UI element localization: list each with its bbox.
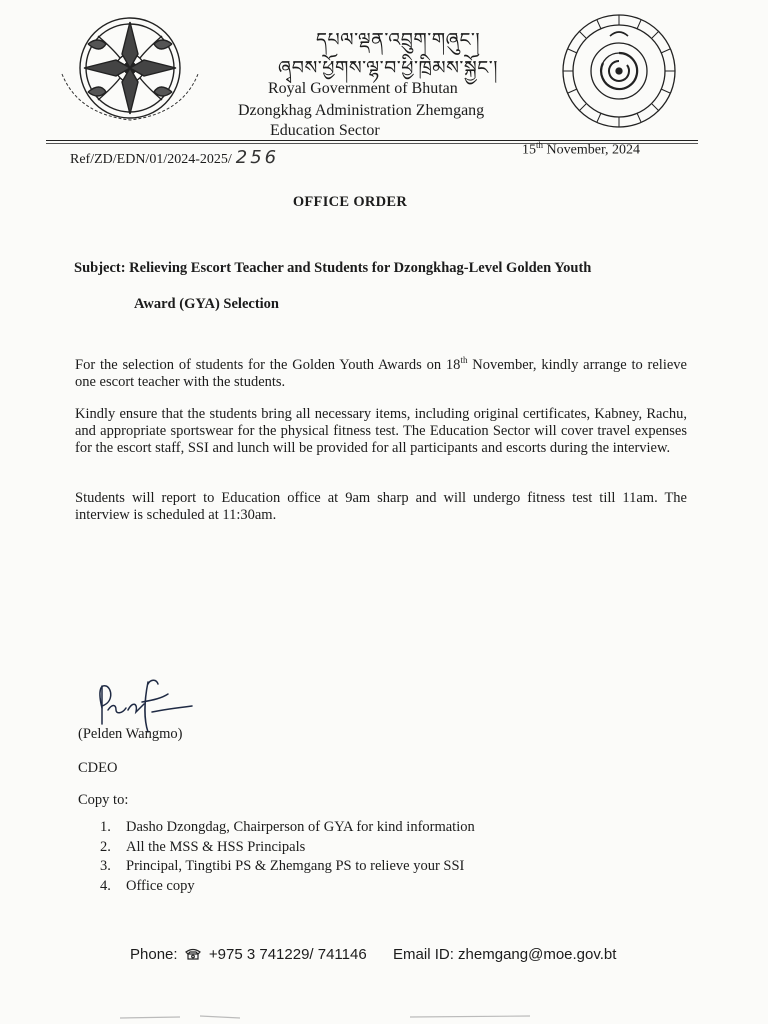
date-rest: November, 2024 [543, 142, 641, 158]
date-suffix: th [536, 140, 544, 150]
org-name-line1: Royal Government of Bhutan [268, 80, 458, 97]
subject-line1: Subject: Relieving Escort Teacher and Students for Dzongkhag-Level Golden Youth [74, 260, 592, 276]
org-name-line2: Dzongkhag Administration Zhemgang [238, 102, 485, 119]
list-item-text: Office copy [126, 877, 195, 894]
education-emblem-icon [560, 12, 678, 130]
date-day: 15 [522, 142, 536, 158]
signer-designation: CDEO [78, 760, 118, 776]
footer-contact [130, 946, 616, 963]
tibetan-heading-line2: ཞྭབས་ཕྱོགས་ལྷ་བ་ཕྱི་ཁྲིམས་སྐྱོང་། [278, 57, 498, 79]
tibetan-heading-line1: དཔལ་ལྡན་འབྲུག་གཞུང་། [316, 29, 481, 51]
signer-name: (Pelden Wangmo) [78, 726, 183, 742]
list-item-number: 3. [100, 858, 111, 874]
list-item-text: Dasho Dzongdag, Chairperson of GYA for kind information [126, 819, 475, 835]
list-item [100, 838, 475, 858]
para1-start: For the selection of students for the Golden Youth Awards on 18 [75, 357, 461, 373]
list-item [100, 877, 475, 897]
para1-sup: th [460, 355, 468, 366]
royal-emblem-icon [58, 14, 208, 124]
list-item-text: Principal, Tingtibi PS & Zhemgang PS to relieve your SSI [126, 858, 465, 874]
reference-number [70, 147, 279, 168]
copy-to-list [100, 818, 475, 896]
list-item-text: All the MSS & HSS Principals [126, 838, 306, 855]
list-item [100, 857, 475, 877]
telephone-icon [185, 948, 201, 960]
reference-handwritten: 256 [235, 147, 280, 168]
phone-label: Phone: [130, 946, 178, 963]
document-title: OFFICE ORDER [292, 194, 408, 210]
email-address[interactable]: zhemgang@moe.gov.bt [458, 946, 617, 963]
list-item-number: 1. [100, 819, 111, 835]
reference-text: Ref/ZD/EDN/01/2024-2025/ [70, 152, 232, 167]
scan-smudge [110, 1012, 540, 1020]
org-name-line3: Education Sector [270, 122, 380, 139]
list-item-number: 2. [100, 838, 111, 855]
para1-end: November, kindly arrange to relieve one escort teacher with the students. [75, 357, 687, 390]
paragraph-selection [75, 357, 687, 391]
document-date [522, 140, 640, 159]
paragraph-schedule: Students will report to Education office at 9am sharp and will undergo fitness test till 11am. The interview is scheduled at 11:30am. [75, 490, 687, 523]
list-item [100, 818, 475, 838]
subject-line2: Award (GYA) Selection [134, 296, 279, 312]
list-item-number: 4. [100, 877, 111, 894]
paragraph-items: Kindly ensure that the students bring all necessary items, including original certificates, Kabney, Rachu, and appropriate sportswear for the physical fitness test. The Education Sector will cover travel expenses for the escort staff, SSI and lunch will be provided for all participants and escorts during the interview. [75, 406, 687, 456]
phone-number: +975 3 741229/ 741146 [208, 946, 367, 963]
email-label: Email ID: [393, 946, 454, 963]
copy-to-label: Copy to: [78, 792, 129, 808]
